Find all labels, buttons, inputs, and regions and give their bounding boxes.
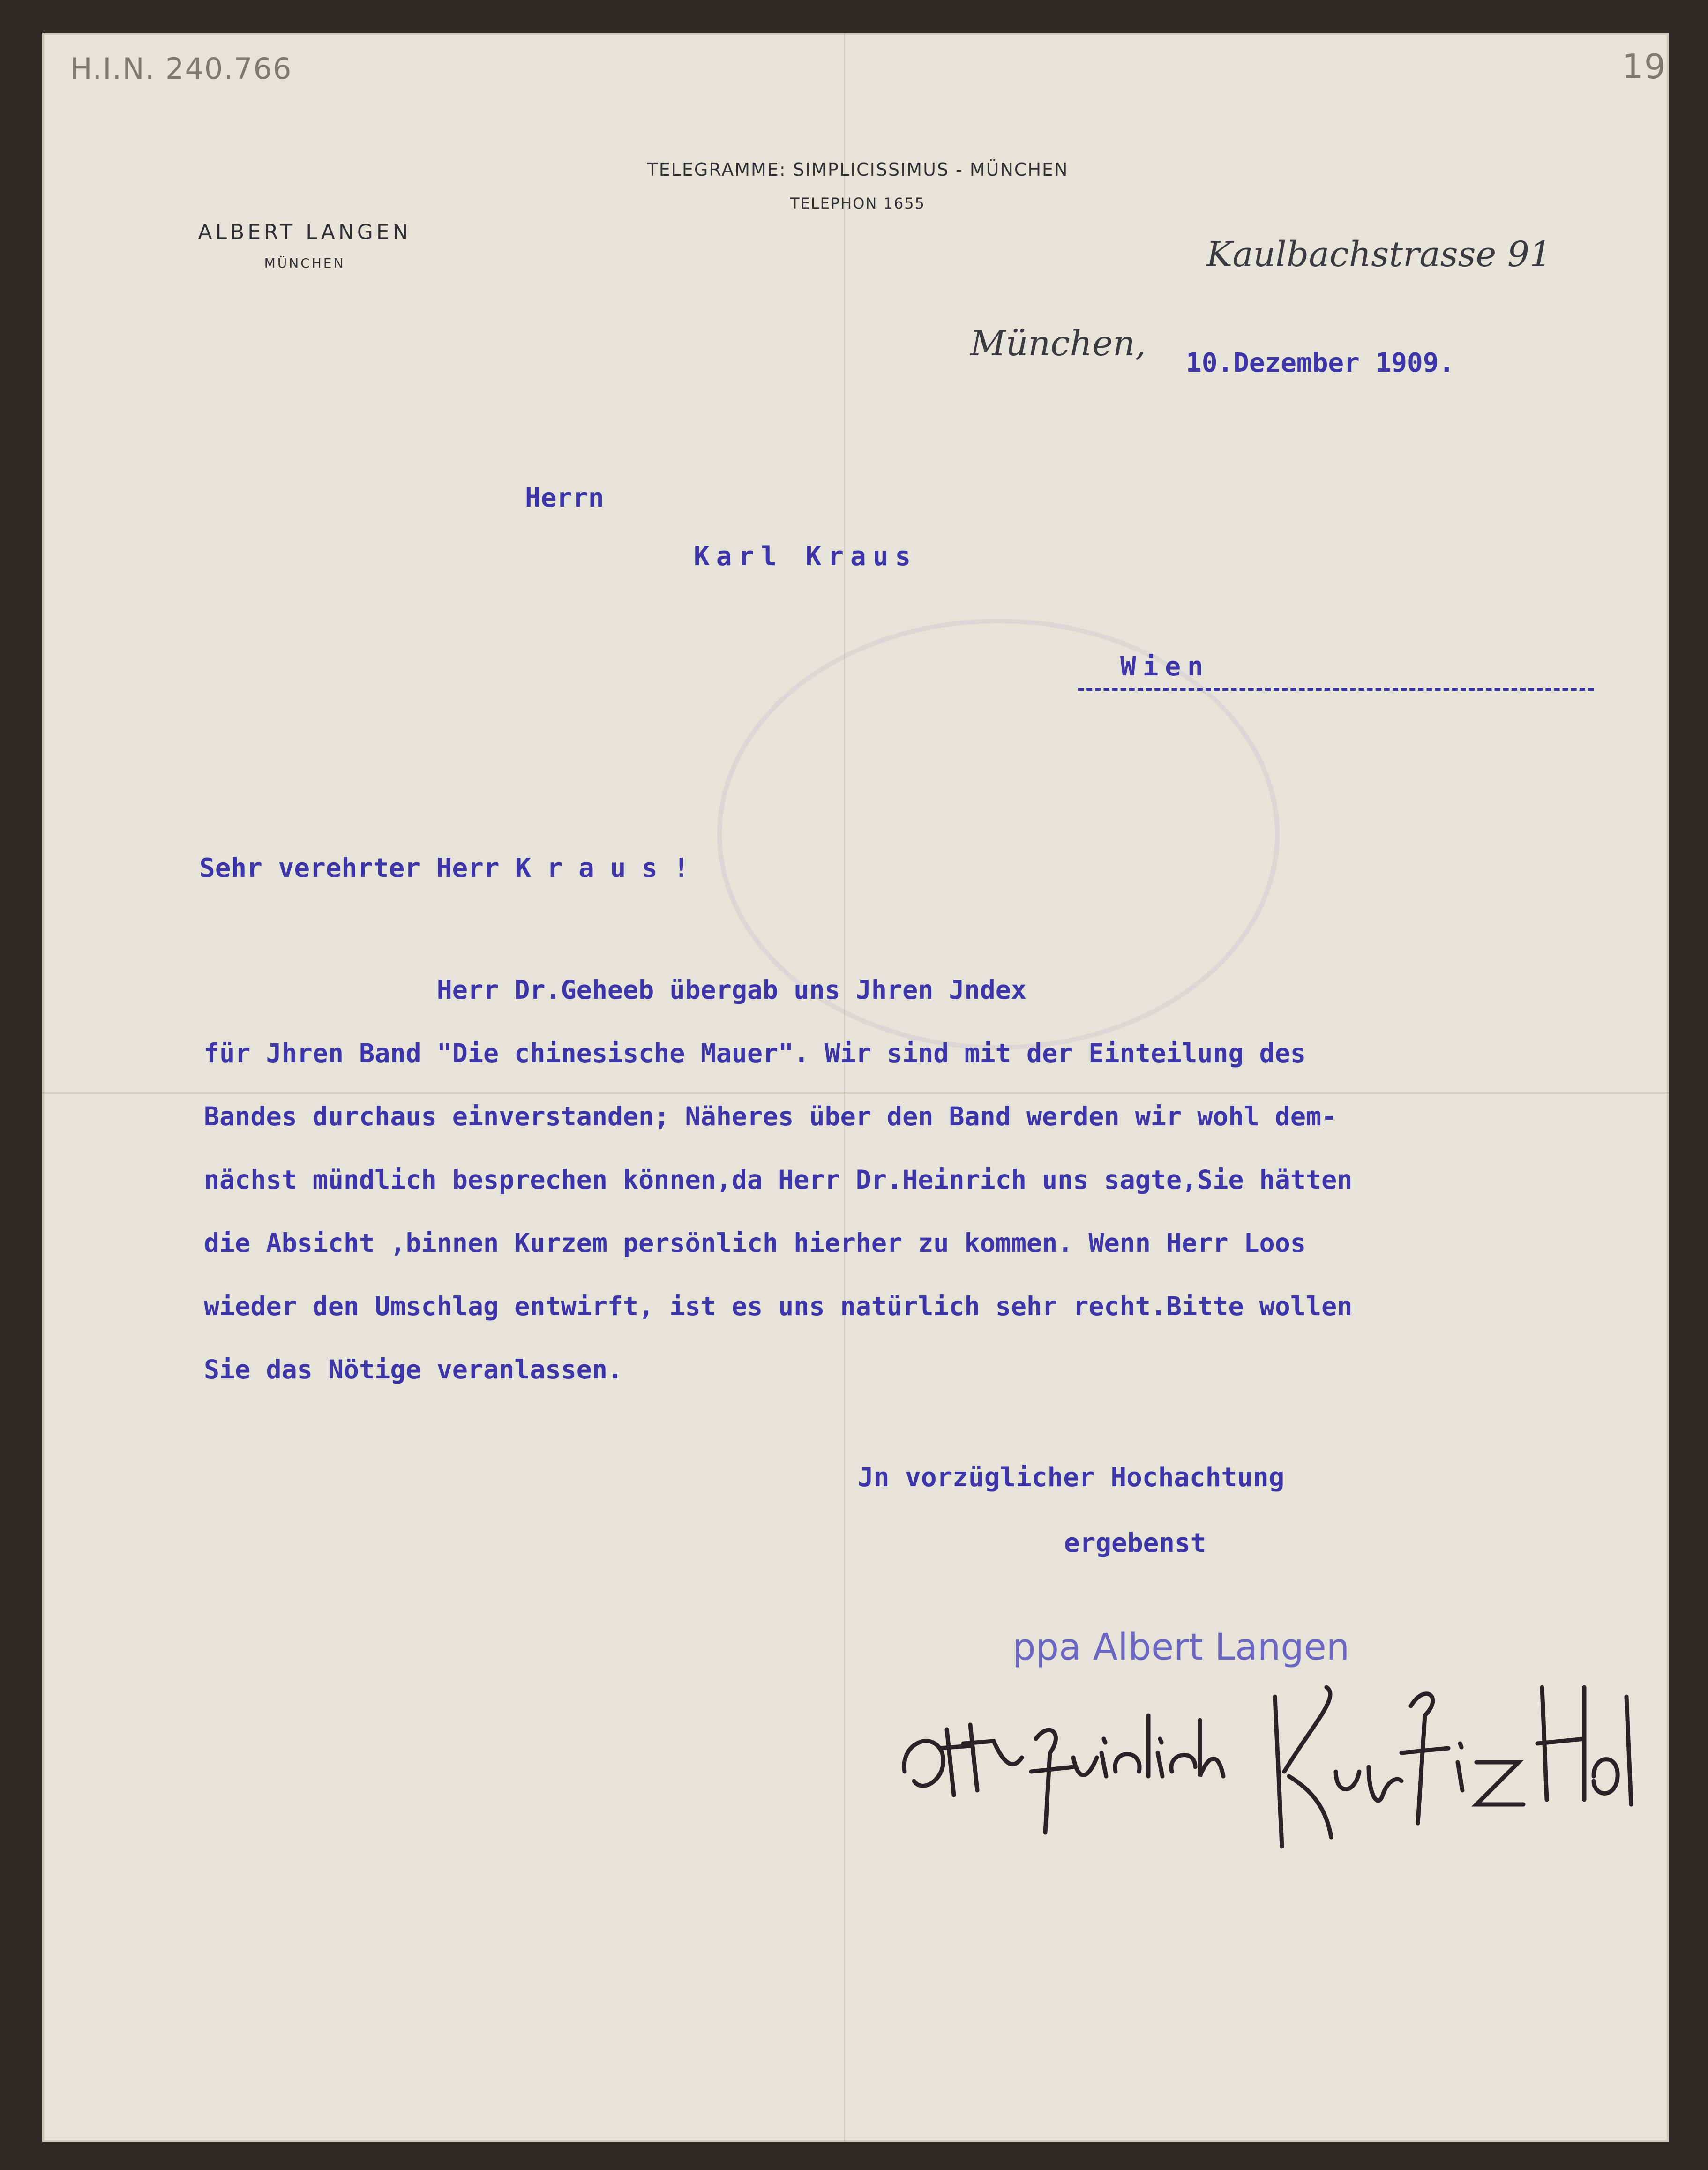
letterhead-street: Kaulbachstrasse 91 [1206, 234, 1551, 275]
body-line: für Jhren Band "Die chinesische Mauer". Wir sind mit der Einteilung des [204, 1038, 1306, 1068]
body-line: Bandes durchaus einverstanden; Näheres über den Band werden wir wohl dem- [204, 1101, 1337, 1131]
company-stamp: ppa Albert Langen [1012, 1626, 1350, 1669]
closing-phrase: Jn vorzüglicher Hochachtung [858, 1462, 1285, 1493]
letter-page [42, 33, 1669, 2142]
letter-greeting: Sehr verehrter Herr K r a u s ! [199, 853, 689, 883]
body-line: die Absicht ,binnen Kurzem persönlich hierher zu kommen. Wenn Herr Loos [204, 1228, 1306, 1258]
body-line: wieder den Umschlag entwirft, ist es uns natürlich sehr recht.Bitte wollen [204, 1291, 1353, 1321]
signature-korfiz-holm [1256, 1669, 1641, 1879]
body-line: nächst mündlich besprechen können,da Herr Dr.Heinrich uns sagte,Sie hätten [204, 1165, 1353, 1195]
recipient-name: Karl Kraus [694, 541, 918, 572]
archive-inventory-number: H.I.N. 240.766 [70, 52, 292, 86]
letterhead-firm: ALBERT LANGEN [198, 220, 412, 244]
body-line: Sie das Nötige veranlassen. [204, 1354, 623, 1384]
body-line: Herr Dr.Geheeb übergab uns Jhren Jndex [204, 975, 1026, 1005]
bleed-through-text [867, 656, 1361, 683]
recipient-city-underline [1078, 688, 1594, 691]
recipient-salutation: Herrn [525, 483, 604, 513]
recipient-city: Wien [1120, 651, 1210, 682]
letter-date: 10.Dezember 1909. [1186, 348, 1455, 378]
letterhead-city: MÜNCHEN [264, 255, 345, 271]
closing-ergebenst: ergebenst [1064, 1528, 1206, 1558]
horizontal-fold [42, 1092, 1669, 1094]
letterhead-telephone: TELEPHON 1655 [790, 195, 925, 212]
vertical-fold [844, 33, 845, 2142]
letterhead-telegram: TELEGRAMME: SIMPLICISSIMUS - MÜNCHEN [647, 159, 1069, 180]
letterhead-place: München, [970, 323, 1146, 364]
signature-otto-friedrich [895, 1701, 1233, 1856]
folio-number: 19 [1622, 47, 1667, 86]
